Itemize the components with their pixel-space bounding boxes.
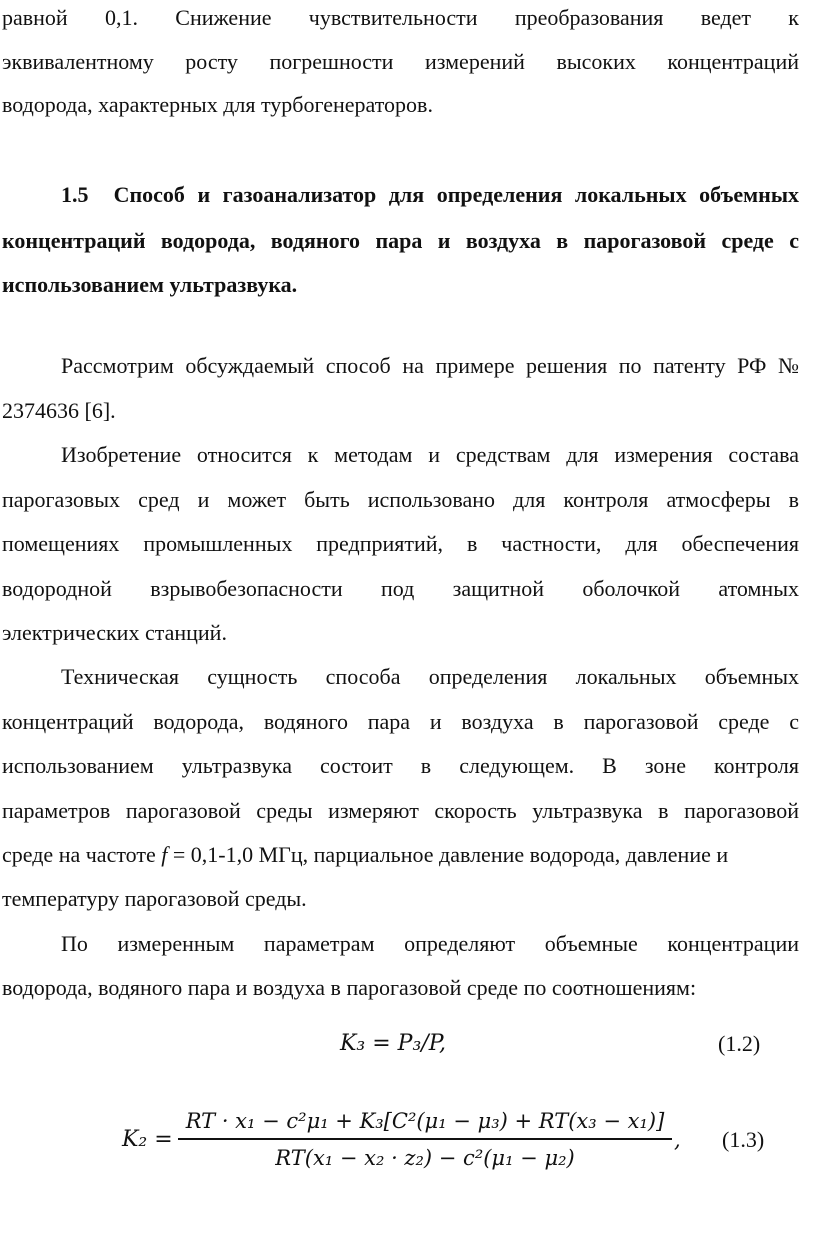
text-line: равной 0,1. Снижение чувствительности преобразования ведет к [2, 5, 799, 30]
text-line: водорода, характерных для турбогенераторов. [2, 92, 433, 117]
text-line: помещениях промышленных предприятий, в частности, для обеспечения [2, 531, 799, 556]
section-number: 1.5 [61, 182, 89, 207]
text-line: электрических станций. [2, 620, 227, 645]
text-line: концентраций водорода, водяного пара и воздуха в парогазовой среде с [2, 709, 799, 734]
frequency-symbol: f [161, 842, 168, 867]
text-line: Рассмотрим обсуждаемый способ на примере решения по патенту РФ № [61, 353, 799, 378]
text-line: Техническая сущность способа определения локальных объемных [61, 664, 799, 689]
text-line: параметров парогазовой среды измеряют скорость ультразвука в парогазовой [2, 798, 799, 823]
text-line: водородной взрывобезопасности под защитной оболочкой атомных [2, 576, 799, 601]
fraction-bar [178, 1138, 672, 1140]
text-line: 2374636 [6]. [2, 398, 116, 423]
equation-1-3-numerator: RT · x₁ − c²μ₁ + K₃[C²(μ₁ − μ₃) + RT(x₃ − x₁)] [185, 1109, 665, 1133]
equation-1-3-denominator: RT(x₁ − x₂ · z₂) − c²(μ₁ − μ₂) [275, 1146, 575, 1170]
section-title-line: использованием ультразвука. [2, 272, 298, 297]
section-heading [61, 181, 799, 209]
text-span: = 0,1-1,0 МГц, парциальное давление водорода, давление и [167, 842, 729, 867]
text-line: температуру парогазовой среды. [2, 886, 307, 911]
text-span: среде на частоте [2, 842, 162, 867]
text-line: Изобретение относится к методам и средствам для измерения состава [61, 442, 799, 467]
text-line: водорода, водяного пара и воздуха в парогазовой среде по соотношениям: [2, 975, 697, 1000]
text-line: эквивалентному росту погрешности измерений высоких концентраций [2, 49, 799, 74]
equation-number: (1.2) [718, 1031, 761, 1056]
text-line: использованием ультразвука состоит в следующем. В зоне контроля [2, 753, 799, 778]
equation-1-2: K₃ = P₃/P, [340, 1031, 447, 1056]
section-title-line: концентраций водорода, водяного пара и воздуха в парогазовой среде с [2, 228, 799, 253]
text-line [2, 841, 799, 869]
section-title-line: Способ и газоанализатор для определения локальных объемных [113, 182, 799, 207]
text-line: По измеренным параметрам определяют объемные концентрации [61, 931, 799, 956]
equation-comma: , [674, 1128, 681, 1152]
equation-number: (1.3) [722, 1127, 765, 1152]
text-line: парогазовых сред и может быть использовано для контроля атмосферы в [2, 487, 799, 512]
equation-1-3-lhs: K₂ = [122, 1127, 173, 1152]
